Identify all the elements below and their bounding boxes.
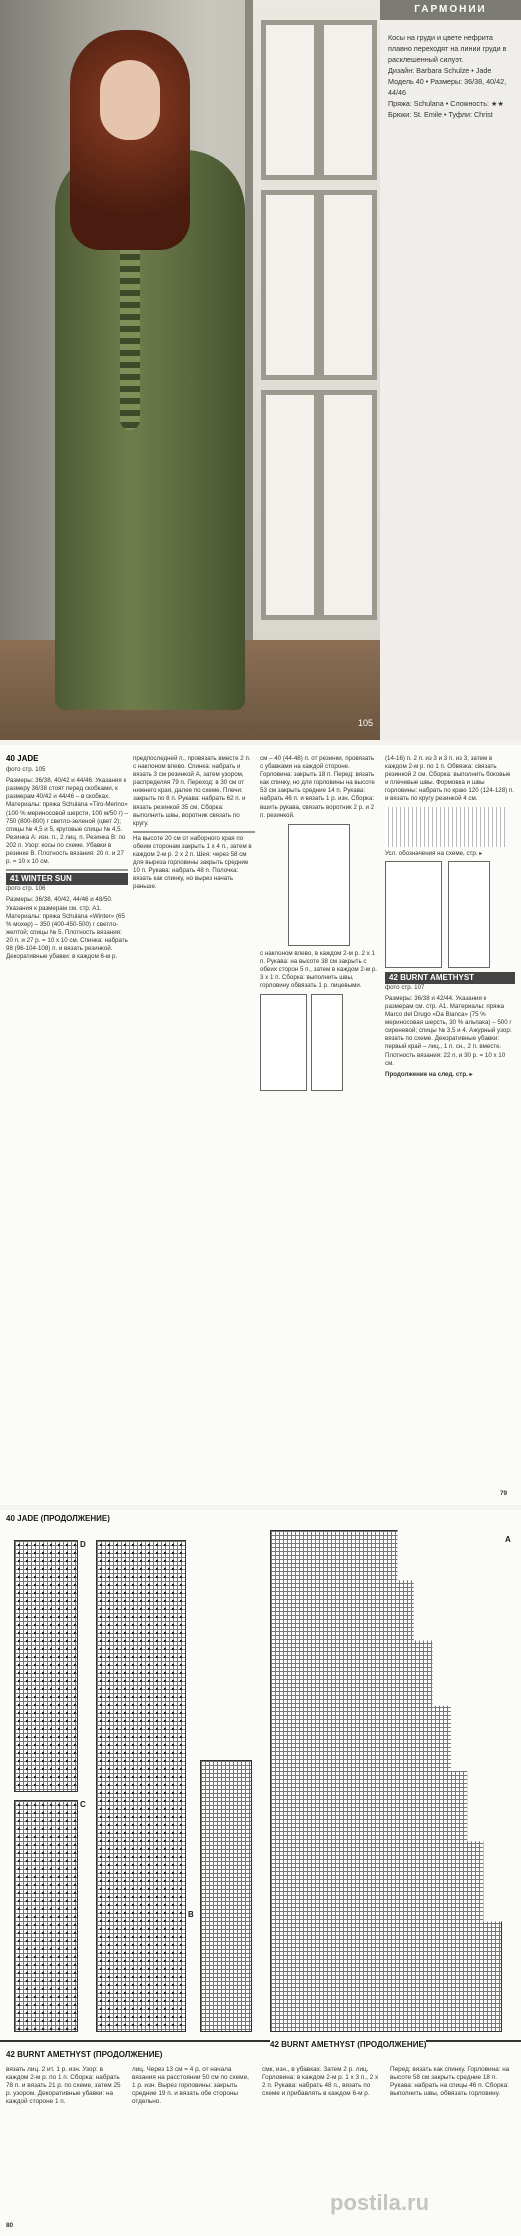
chart-label-d: D [80, 1540, 86, 1549]
window-pane [319, 20, 377, 180]
divider [133, 831, 255, 833]
column-4 [385, 755, 515, 1082]
credits-text: Брюки: St. Emile • Туфли: Christ [388, 110, 493, 119]
stepped-chart-a [270, 1530, 502, 2032]
yarn-text: Пряжа: Schulana • Сложность: ★★ [388, 99, 504, 108]
page-number: 80 [6, 2222, 14, 2229]
chart-label-b: B [188, 1910, 194, 1919]
chart-label-a: A [505, 1535, 511, 1544]
charts-title-amethyst-right: 42 BURNT AMETHYST (ПРОДОЛЖЕНИЕ) [270, 2040, 427, 2049]
page-number: 105 [358, 718, 374, 728]
photo-caption [388, 32, 516, 120]
body-text: Размеры: 36/38, 40/42 и 44/46. Указания к размеру 36/38 стоят перед скобками, к размерам 40/42 и 44/46 – в скобках. Материалы: пряжа Schulana «Tiro-Merino» (100 % мериносовой шерсти, 100 м/50 г) – 750 (800-800) г светло-зеленой (цвет 2); спицы № 4,5 и 5, круговые спицы № 4,5. Резинка А: изн. п., 2 лиц. п. Резинка В: по 202 п. Узор: косы по схеме. Убавки в резинке В. Плотность вязания: 20 п. и 27 р. = 10 x 10 см. [6, 777, 128, 866]
photo-page [0, 0, 521, 740]
body-text: с наклоном влево, в каждом 2-м р. 2 x 1 п. Рукава: на высоте 38 см закрыть с обеих сторон 5 п., затем в каждом 2-м р. 3 x 1 п. Сборка: выполнить швы, горловину обвязать 1 р. лицевыми. [260, 949, 378, 990]
charts-page [0, 1510, 521, 2236]
schematic-body [260, 994, 307, 1091]
body-text: предпоследней п., провязать вместе 2 п. с наклоном влево. Спинка: набрать и вязать 3 см резинкой А, затем узором, распределяя 79 п. Переход: в 30 см от нижнего края, далее по схеме. Плечи: закрыть по 8 п. Рукава: набрать 62 п. и вязать резинкой 35 см. Сборка: выполнить швы, воротник связать по кругу. [133, 755, 251, 827]
bottom-column-3: смк, изн., в убавках. Затем 2 р. лиц. Горловина: в каждом 2-м р. 1 x 3 п., 2 x 2 п. Рукава: набрать 48 п., вязать по схеме и прибавлять в каждом 6-м р. [262, 2066, 379, 2097]
bottom-column-1: вязать лиц. 2 ит. 1 р. изн. Узор: в каждом 2-м р. по 1 п. Сборка: набрать 78 п. и вязать 21 р. по схеме, затем 25 р. узором. Декоративные убавки: на каждой стороне 1 п. [6, 2066, 121, 2105]
pattern-page [0, 745, 521, 1505]
schematics-winter-sun [260, 994, 378, 1091]
watermark: postila.ru [330, 2190, 430, 2215]
bottom-column-2: лиц. Через 13 см = 4 р. от начала вязания на расстоянии 50 см по схеме, 1 p. изн. Вырез горловины: закрыть средние 19 п. и вязать обе стороны отдельно. [132, 2066, 249, 2105]
pattern-title-winter-sun: 41 WINTER SUN [6, 873, 128, 885]
photo-ref: фото стр. 107 [385, 983, 425, 991]
window-pane [261, 190, 319, 380]
legend-ref: Усл. обозначения на схеме, стр. ▸ [385, 849, 483, 857]
window-frame [245, 0, 380, 720]
body-text: см – 40 (44-48) п. от резинки, провязать с убавками на каждой стороне. Горловина: закрыть 18 п. Перед: вязать как спинку, но для горловины на высоте 53 см закрыть средние 14 п. Рукава: набрать 46 п. и вязать 1 р. изн. Сборка: вшить рукава, связать воротник 2 р. и 2 п. резинкой. [260, 755, 375, 819]
chart-label-c: C [80, 1800, 86, 1809]
schematic-jade [288, 824, 350, 946]
section-title: ГАРМОНИИ [380, 0, 521, 20]
page-number: 79 [500, 1490, 508, 1497]
divider [6, 869, 128, 871]
window-pane [261, 390, 319, 620]
window-pane [319, 190, 377, 380]
pattern-title-jade: 40 JADE [6, 755, 39, 763]
schematic-sleeve [311, 994, 343, 1091]
schematic-body [385, 861, 442, 968]
column-2 [133, 755, 255, 895]
photo-ref: фото стр. 106 [6, 885, 46, 893]
schematics-jade-sleeve [385, 861, 515, 968]
lace-chart-b [200, 1760, 252, 2032]
cable-chart-c [14, 1800, 78, 2032]
bottom-column-4: Перед: вязать как спинку. Горловина: на высоте 58 см закрыть средние 18 п. Рукава: набрать на спицы 46 п. Сборка: выполнить швы, обвязать горловину. [390, 2066, 510, 2097]
designer-text: Дизайн: Barbara Schulze • Jade [388, 66, 492, 75]
body-text: Размеры: 36/38, 40/42, 44/46 и 48/50. Указания к размерам см. стр. A1. Материалы: пряжа Schulana «Winter» (65 % мохер) – 350 (400-450-500) г светло-желтой; спицы № 5. Плотность вязания: 20 п. и 27 р. = 10 x 10 см. Спинка: набрать 98 (96-104-108) п. и вязать резинкой. Декоративные убавки: в каждом 6-м р. [6, 896, 128, 961]
cable-chart-d [14, 1540, 78, 1792]
photo-ref: фото стр. 105 [6, 766, 46, 774]
window-pane [261, 20, 319, 180]
charts-title-amethyst: 42 BURNT AMETHYST (ПРОДОЛЖЕНИЕ) [6, 2050, 163, 2059]
column-1 [6, 755, 128, 964]
legend-chart [385, 807, 505, 847]
intro-text: Косы на груди и цвете нефрита плавно переходят на линии груди в расклешенный силуэт. [388, 33, 507, 64]
model-photo [0, 0, 380, 740]
face [100, 60, 160, 140]
models-text: Модель 40 • Размеры: 36/38, 40/42, 44/46 [388, 77, 507, 97]
column-3 [260, 755, 378, 1091]
cable-chart-main [96, 1540, 186, 2032]
continued-note: Продолжение на след. стр. ▸ [385, 1070, 473, 1078]
section-divider [0, 2040, 521, 2042]
schematic-sleeve [448, 861, 490, 968]
body-text: Размеры: 36/38 и 42/44. Указания к размерам см. стр. A1. Материалы: пряжа Marco del Drugo «Da Bianca» (75 % мериносовая шерсть, 30 % альпака) – 500 г сиреневой; спицы № 3,5 и 4. Ажурный узор: вязать по схеме. Декоративные убавки: первый край – лиц., 1 п. сн., 2 п. вместе. Плотность вязания: 22 п. и 30 р. = 10 x 10 см. [385, 994, 512, 1067]
charts-title-jade: 40 JADE (ПРОДОЛЖЕНИЕ) [6, 1514, 110, 1523]
body-text: (14-16) п. 2 п. из 3 и 3 п. из 3, затем в каждом 2-м р. по 1 п. Обвязка: связать резинкой 2 см. Сборка: выполнить боковые и плечевые швы. Формовка и швы горловины: набрать по краю 120 (124-128) п. и вязать по кругу резинкой 4 см. [385, 755, 515, 803]
pattern-title-burnt-amethyst: 42 BURNT AMETHYST [385, 972, 515, 984]
window-pane [319, 390, 377, 620]
body-text: На высоте 20 см от наборного края по обеим сторонам закрыть 1 x 4 п., затем в каждом 2-м р. 2 x 2 п. Шея: через 58 см для выреза горловины закрыть средние 10 п. Рукава: набрать 48 п. Полочка: вязать как спинку, но вырез начать раньше. [133, 834, 252, 891]
